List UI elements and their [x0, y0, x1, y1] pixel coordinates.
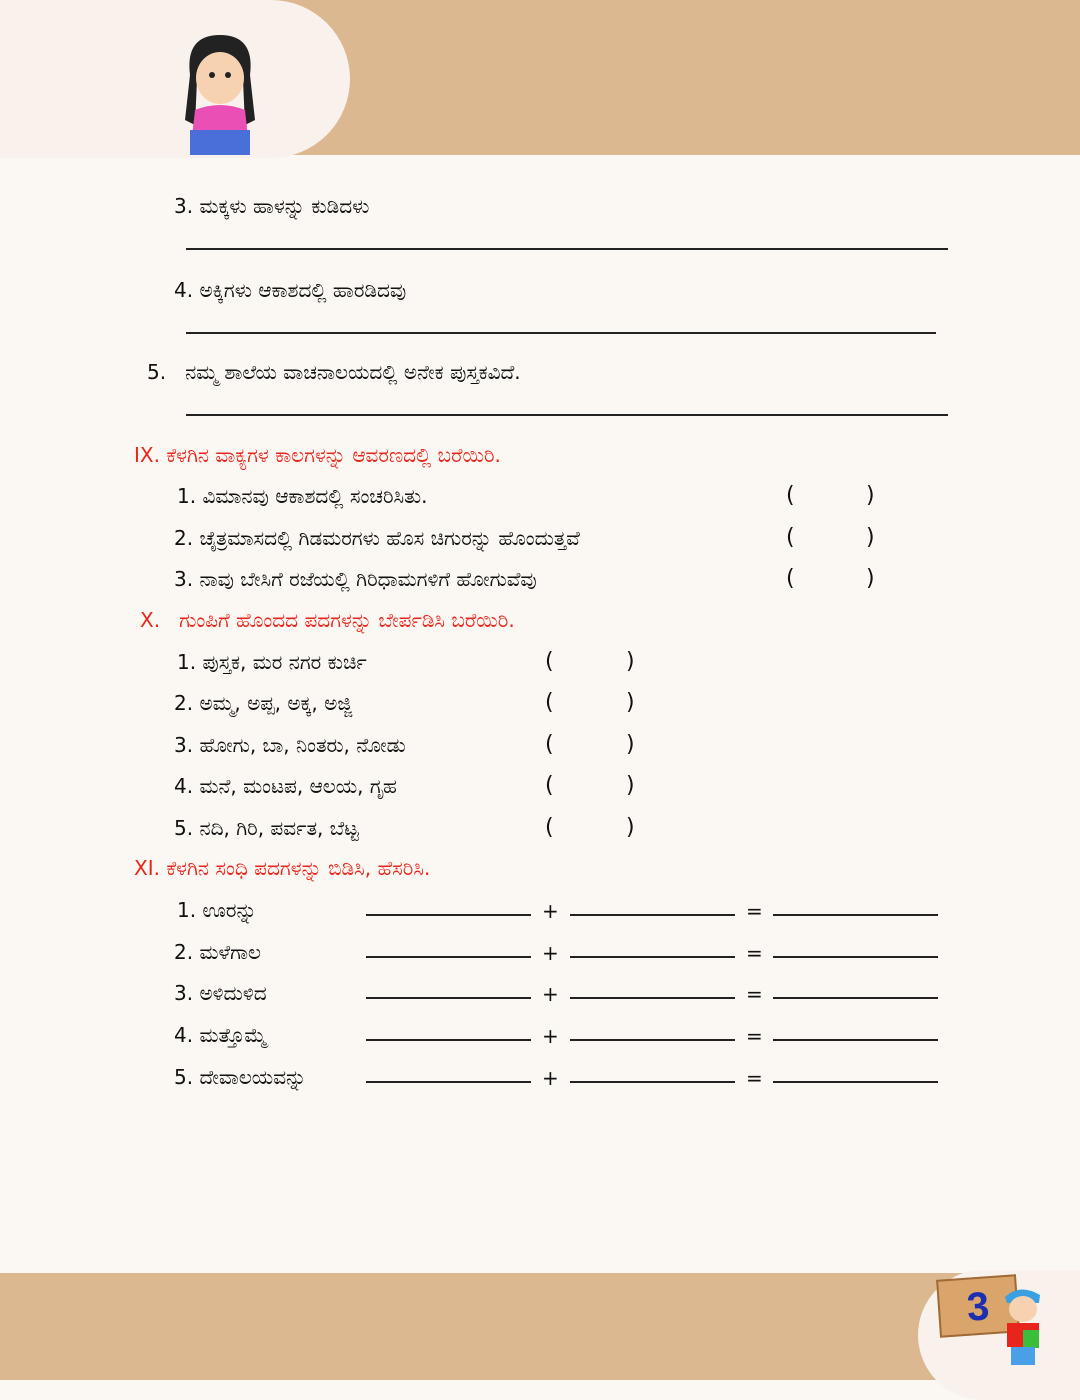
item-text: ನದಿ, ಗಿರಿ, ಪರ್ವತ, ಬೆಟ್ಟ [199, 816, 359, 840]
answer-paren-open[interactable]: ( [545, 773, 554, 798]
answer-line[interactable] [186, 414, 948, 416]
item-number: 3. [174, 194, 194, 218]
exercise-item [177, 483, 427, 509]
girl-reading-illustration [175, 30, 265, 155]
section-x-heading [140, 607, 515, 633]
sandhi-item [174, 939, 261, 965]
exercise-item [174, 525, 580, 551]
item-number: 3. [174, 567, 194, 591]
item-number: 1. [177, 484, 197, 508]
answer-paren-open[interactable]: ( [545, 690, 554, 715]
item-number: 4. [174, 1023, 194, 1047]
answer-blank[interactable] [773, 914, 938, 916]
item-text: ಮಕ್ಕಳು ಹಾಳನ್ನು ಕುಡಿದಳು [199, 194, 370, 218]
exercise-item [174, 193, 369, 219]
item-text: ಮಳೆಗಾಲ [199, 940, 261, 964]
item-text: ನಮ್ಮ ಶಾಲೆಯ ವಾಚನಾಲಯದಲ್ಲಿ ಅನೇಕ ಪುಸ್ತಕವಿದೆ. [185, 360, 521, 384]
answer-blank[interactable] [570, 956, 735, 958]
equals-sign: = [746, 1024, 763, 1048]
item-number: 5. [147, 360, 167, 384]
section-title: ಕೆಳಗಿನ ವಾಕ್ಯಗಳ ಕಾಲಗಳನ್ನು ಆವರಣದಲ್ಲಿ ಬರೆಯಿರಿ. [166, 443, 501, 467]
answer-paren-open[interactable]: ( [786, 483, 795, 508]
item-text: ಹೋಗು, ಬಾ, ನಿಂತರು, ನೋಡು [199, 733, 406, 757]
item-text: ಅಮ್ಮ, ಅಪ್ಪ, ಅಕ್ಕ, ಅಜ್ಜಿ [199, 691, 353, 715]
answer-paren-close: ) [866, 483, 875, 508]
exercise-item [174, 566, 537, 592]
answer-blank[interactable] [570, 1081, 735, 1083]
item-text: ಮತ್ತೊಮ್ಮೆ [199, 1023, 267, 1047]
answer-paren-open[interactable]: ( [545, 649, 554, 674]
item-number: 3. [174, 733, 194, 757]
item-text: ಮನೆ, ಮಂಟಪ, ಆಲಯ, ಗೃಹ [199, 774, 397, 798]
section-number: IX. [134, 443, 160, 467]
item-number: 2. [174, 691, 194, 715]
answer-blank[interactable] [366, 1081, 531, 1083]
sandhi-item [174, 1022, 267, 1048]
exercise-item [174, 277, 406, 303]
equals-sign: = [746, 1066, 763, 1090]
answer-blank[interactable] [366, 956, 531, 958]
answer-blank[interactable] [773, 1039, 938, 1041]
answer-paren-close: ) [626, 773, 635, 798]
exercise-item [174, 773, 397, 799]
section-title: ಕೆಳಗಿನ ಸಂಧಿ ಪದಗಳನ್ನು ಬಿಡಿಸಿ, ಹೆಸರಿಸಿ. [166, 856, 431, 880]
answer-paren-open[interactable]: ( [545, 732, 554, 757]
page-number: 3 [936, 1274, 1020, 1337]
answer-paren-open[interactable]: ( [786, 566, 795, 591]
plus-sign: + [542, 899, 559, 923]
item-number: 2. [174, 940, 194, 964]
answer-blank[interactable] [366, 1039, 531, 1041]
equals-sign: = [746, 982, 763, 1006]
item-number: 2. [174, 526, 194, 550]
item-number: 4. [174, 278, 194, 302]
sandhi-item [174, 1064, 306, 1090]
item-text: ಪುಸ್ತಕ, ಮರ ನಗರ ಕುರ್ಚಿ [202, 650, 367, 674]
item-text: ನಾವು ಬೇಸಿಗೆ ರಜೆಯಲ್ಲಿ ಗಿರಿಧಾಮಗಳಿಗೆ ಹೋಗುವೆವು [199, 567, 537, 591]
answer-blank[interactable] [366, 997, 531, 999]
exercise-item [147, 359, 521, 385]
item-number: 3. [174, 981, 194, 1005]
plus-sign: + [542, 982, 559, 1006]
section-title: ಗುಂಪಿಗೆ ಹೊಂದದ ಪದಗಳನ್ನು ಬೇರ್ಪಡಿಸಿ ಬರೆಯಿರಿ. [179, 608, 515, 632]
plus-sign: + [542, 1066, 559, 1090]
exercise-item [174, 815, 359, 841]
item-number: 1. [177, 650, 197, 674]
sandhi-item [177, 897, 257, 923]
item-text: ಊರನ್ನು [202, 898, 257, 922]
item-text: ಅಳಿದುಳಿದ [199, 981, 267, 1005]
answer-blank[interactable] [773, 997, 938, 999]
section-number: XI. [134, 856, 160, 880]
section-number: X. [140, 608, 161, 632]
answer-blank[interactable] [366, 914, 531, 916]
answer-paren-close: ) [626, 690, 635, 715]
item-text: ಅಕ್ಕಿಗಳು ಆಕಾಶದಲ್ಲಿ ಹಾರಡಿದವು [199, 278, 407, 302]
answer-line[interactable] [186, 332, 936, 334]
answer-blank[interactable] [570, 997, 735, 999]
answer-paren-close: ) [866, 566, 875, 591]
equals-sign: = [746, 941, 763, 965]
answer-paren-open[interactable]: ( [545, 815, 554, 840]
answer-paren-open[interactable]: ( [786, 525, 795, 550]
section-ix-heading [134, 442, 501, 468]
exercise-item [177, 649, 367, 675]
answer-blank[interactable] [773, 956, 938, 958]
answer-line[interactable] [186, 248, 948, 250]
item-text: ದೇವಾಲಯವನ್ನು [199, 1065, 307, 1089]
answer-paren-close: ) [626, 732, 635, 757]
answer-paren-close: ) [626, 815, 635, 840]
item-number: 5. [174, 1065, 194, 1089]
item-number: 4. [174, 774, 194, 798]
answer-blank[interactable] [570, 914, 735, 916]
plus-sign: + [542, 1024, 559, 1048]
sandhi-item [174, 980, 267, 1006]
plus-sign: + [542, 941, 559, 965]
boy-illustration [995, 1285, 1050, 1365]
equals-sign: = [746, 899, 763, 923]
answer-blank[interactable] [570, 1039, 735, 1041]
item-text: ವಿಮಾನವು ಆಕಾಶದಲ್ಲಿ ಸಂಚರಿಸಿತು. [202, 484, 428, 508]
section-xi-heading [134, 855, 430, 881]
item-number: 1. [177, 898, 197, 922]
exercise-item [174, 732, 406, 758]
answer-paren-close: ) [626, 649, 635, 674]
item-number: 5. [174, 816, 194, 840]
exercise-item [174, 690, 352, 716]
item-text: ಚೈತ್ರಮಾಸದಲ್ಲಿ ಗಿಡಮರಗಳು ಹೊಸ ಚಿಗುರನ್ನು ಹೊಂದುತ್ತವೆ [199, 526, 580, 550]
answer-paren-close: ) [866, 525, 875, 550]
answer-blank[interactable] [773, 1081, 938, 1083]
